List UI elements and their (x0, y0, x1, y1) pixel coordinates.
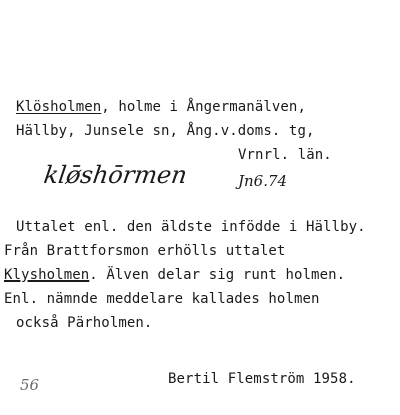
header-line-2: Hällby, Junsele sn, Ång.v.doms. tg, (16, 123, 315, 139)
header-line-3: Vrnrl. län. (238, 147, 332, 163)
header-line-1-rest: , holme i Ångermanälven, (101, 99, 306, 115)
body-line-2: Från Brattforsmon erhölls uttalet (4, 243, 286, 259)
body-line-5: också Pärholmen. (16, 315, 153, 331)
body-line-1: Uttalet enl. den äldste infödde i Hällby. (16, 219, 366, 235)
body-line-4: Enl. nämnde meddelare kallades holmen (4, 291, 320, 307)
handwritten-phonetic: klø̄shōrmen (42, 161, 189, 189)
body-line-3-rest: . Älven delar sig runt holmen. (89, 267, 346, 283)
handwritten-ref: Jn6.74 (238, 172, 288, 190)
pronunciation-word: Klysholmen (4, 267, 90, 283)
margin-note: 56 (20, 376, 40, 394)
place-name: Klösholmen (16, 99, 102, 115)
header-line-1 (16, 98, 306, 116)
body-line-3 (4, 266, 345, 284)
signature: Bertil Flemström 1958. (168, 371, 356, 387)
